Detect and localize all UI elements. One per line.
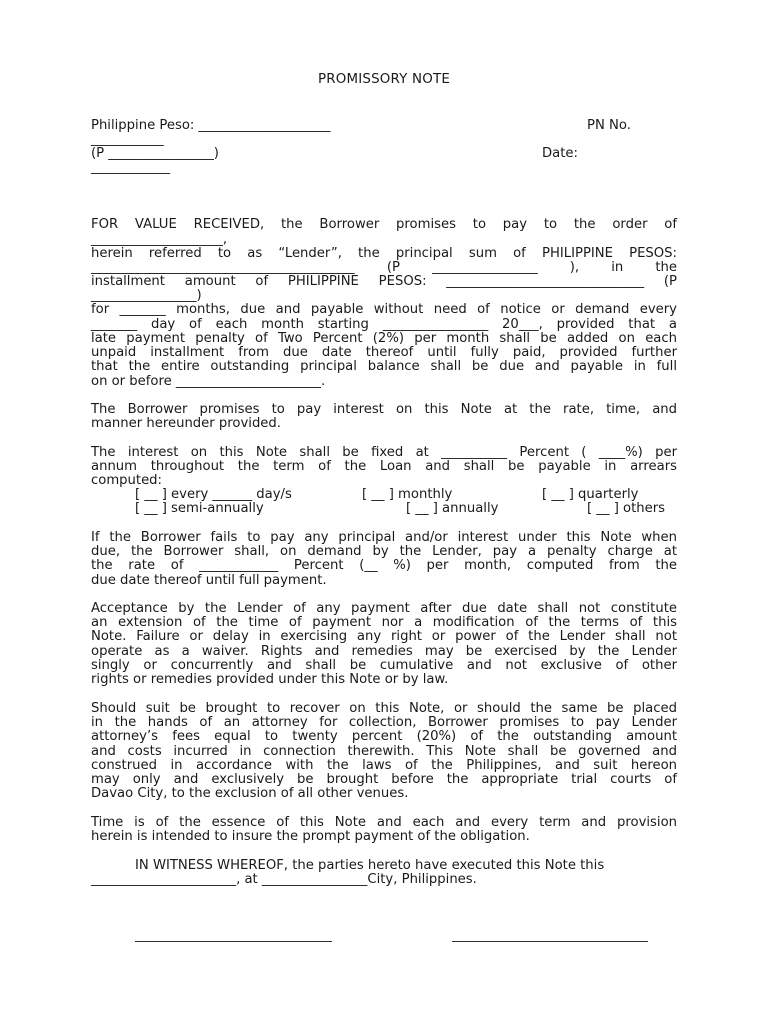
option-every-days: [ __ ] every ______ day/s [135,487,292,502]
text-line: annum throughout the term of the Loan and shall be payable in arrears [91,459,677,474]
text-line: Time is of the essence of this Note and each and every term and provision [91,815,677,830]
peso-figure-field: (P ________________) [91,146,219,161]
date-label: Date: [542,146,578,161]
text-line: the rate of ____________ Percent (__ %) per month, computed from the [91,558,677,573]
text-line: and costs incurred in connection therewith. This Note shall be governed and [91,744,677,759]
peso-amount-field: Philippine Peso: ____________________ [91,118,331,133]
text-line: due date thereof until full payment. [91,573,327,588]
option-semi-annually: [ __ ] semi-annually [135,501,264,516]
text-line: herein referred to as “Lender”, the principal sum of PHILIPPINE PESOS: [91,246,677,261]
text-line: due, the Borrower shall, on demand by the Lender, pay a penalty charge at [91,544,677,559]
pn-number-label: PN No. [587,118,631,133]
document-title: PROMISSORY NOTE [317,72,451,87]
text-line: operate as a waiver. Rights and remedies may be exercised by the Lender [91,644,677,659]
text-line: rights or remedies provided under this Note or by law. [91,672,449,687]
text-line: The interest on this Note shall be fixed at __________ Percent ( ____%) per [91,445,677,460]
text-line: ________________) [91,288,202,303]
text-line: Should suit be brought to recover on this Note, or should the same be placed [91,701,677,716]
text-line: unpaid installment from due date thereof until fully paid, provided further [91,345,677,360]
text-line: Note. Failure or delay in exercising any right or power of the Lender shall not [91,629,677,644]
text-line: installment amount of PHILIPPINE PESOS: ______________________________ (P [91,274,677,289]
text-line: _______ day of each month starting ________________ 20___, provided that a [91,317,677,332]
text-line: ____________________, [91,232,228,247]
text-line: IN WITNESS WHEREOF, the parties hereto have executed this Note this [135,858,605,873]
text-line: ______________________, at ________________City, Philippines. [91,872,477,887]
option-others: [ __ ] others [587,501,666,516]
text-line: that the entire outstanding principal balance shall be due and payable in full [91,359,677,374]
option-monthly: [ __ ] monthly [362,487,453,502]
text-line: singly or concurrently and shall be cumulative and not exclusive of other [91,658,677,673]
text-line: ________________________________________ (P ________________ ), in the [91,260,677,275]
text-line: Acceptance by the Lender of any payment after due date shall not constitute [91,601,677,616]
text-line: The Borrower promises to pay interest on this Note at the rate, time, and [91,402,677,417]
text-line: FOR VALUE RECEIVED, the Borrower promises to pay to the order of [91,217,677,232]
text-line: If the Borrower fails to pay any principal and/or interest under this Note when [91,530,677,545]
pn-number-blank: ___________ [91,132,164,147]
text-line: attorney’s fees equal to twenty percent (20%) of the outstanding amount [91,729,677,744]
text-line: construed in accordance with the laws of the Philippines, and suit hereon [91,758,677,773]
text-line: manner hereunder provided. [91,416,281,431]
signature-line-borrower [135,941,332,942]
text-line: on or before ______________________. [91,374,326,389]
text-line: late payment penalty of Two Percent (2%) per month shall be added on each [91,331,677,346]
text-line: computed: [91,473,162,488]
text-line: herein is intended to insure the prompt payment of the obligation. [91,829,530,844]
option-annually: [ __ ] annually [406,501,499,516]
text-line: Davao City, to the exclusion of all other venues. [91,786,409,801]
date-blank: ____________ [91,160,171,175]
option-quarterly: [ __ ] quarterly [542,487,639,502]
text-line: an extension of the time of payment nor a modification of the terms of this [91,615,677,630]
text-line: for _______ months, due and payable without need of notice or demand every [91,302,677,317]
text-line: in the hands of an attorney for collection, Borrower promises to pay Lender [91,715,677,730]
text-line: may only and exclusively be brought before the appropriate trial courts of [91,772,677,787]
signature-line-lender [452,941,648,942]
